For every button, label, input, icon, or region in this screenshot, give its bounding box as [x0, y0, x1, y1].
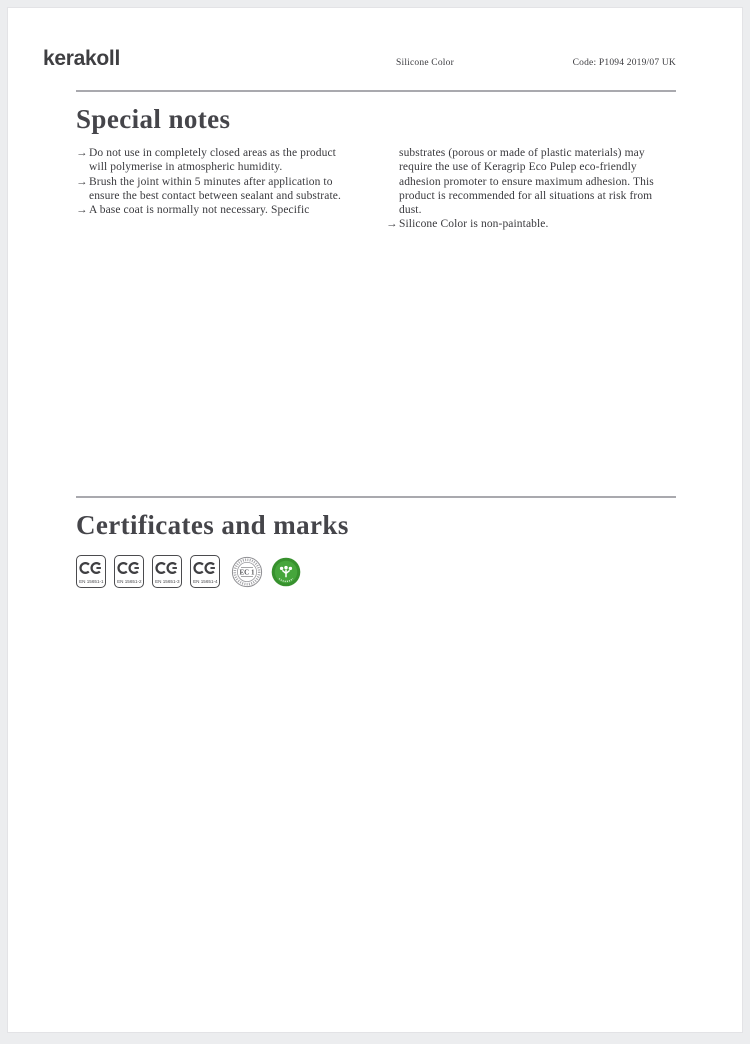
emicode-ec1-stamp-icon: [231, 555, 263, 589]
arrow-icon: →: [76, 204, 88, 217]
ce-mark-en15651-3: [152, 555, 182, 588]
ce-standard-label: EN 15651-3: [154, 579, 180, 586]
document-page: [7, 7, 743, 1033]
special-notes-section: [76, 103, 676, 232]
arrow-icon: →: [76, 147, 88, 159]
ce-icon: [155, 560, 179, 576]
note-text: Silicone Color is non-paintable.: [399, 218, 549, 231]
ec1-label: EC 1: [239, 568, 255, 577]
note-text: Do not use in completely closed areas as the product will polymerise in atmospheric humidity.: [89, 147, 336, 174]
header-divider: [76, 90, 676, 92]
note-item: [76, 146, 348, 175]
ce-mark-en15651-2: [114, 555, 144, 588]
green-eco-badge-icon: [271, 557, 301, 587]
ce-standard-label: EN 15651-2: [116, 579, 142, 586]
ce-mark-en15651-1: [76, 555, 106, 588]
note-item: [76, 175, 348, 204]
notes-column-left: [76, 146, 348, 232]
header-code: Code: P1094 2019/07 UK: [572, 58, 676, 68]
kerakoll-logo: kerakoll: [43, 47, 120, 70]
ce-standard-label: EN 15651-4: [192, 579, 218, 586]
certificates-section: [76, 509, 676, 589]
notes-column-right: [386, 146, 658, 232]
note-text: Brush the joint within 5 minutes after application to ensure the best contact between sealant and substrate.: [89, 175, 341, 202]
notes-columns: [76, 146, 676, 232]
ce-icon: [117, 560, 141, 576]
certificates-divider: [76, 496, 676, 498]
arrow-icon: →: [76, 175, 88, 188]
certification-marks-row: [76, 555, 676, 589]
arrow-icon: →: [386, 218, 398, 231]
page-header: [43, 45, 676, 71]
ce-standard-label: EN 15651-1: [78, 579, 104, 586]
header-product-name: Silicone Color: [396, 58, 454, 68]
note-item: [386, 217, 658, 231]
ce-mark-en15651-4: [190, 555, 220, 588]
ce-icon: [193, 560, 217, 576]
note-text: A base coat is normally not necessary. Specific: [89, 204, 310, 217]
note-item: [76, 203, 348, 217]
special-notes-title: Special notes: [76, 104, 231, 134]
certificates-title: Certificates and marks: [76, 509, 349, 540]
note-item-continuation: [386, 146, 658, 217]
ce-icon: [79, 560, 103, 576]
note-text: substrates (porous or made of plastic materials) may require the use of Keragrip Eco Pulep eco-friendly adhesion promoter to ensure maximum adhesion. This product is recommended for all situations at risk from dust.: [399, 147, 654, 217]
